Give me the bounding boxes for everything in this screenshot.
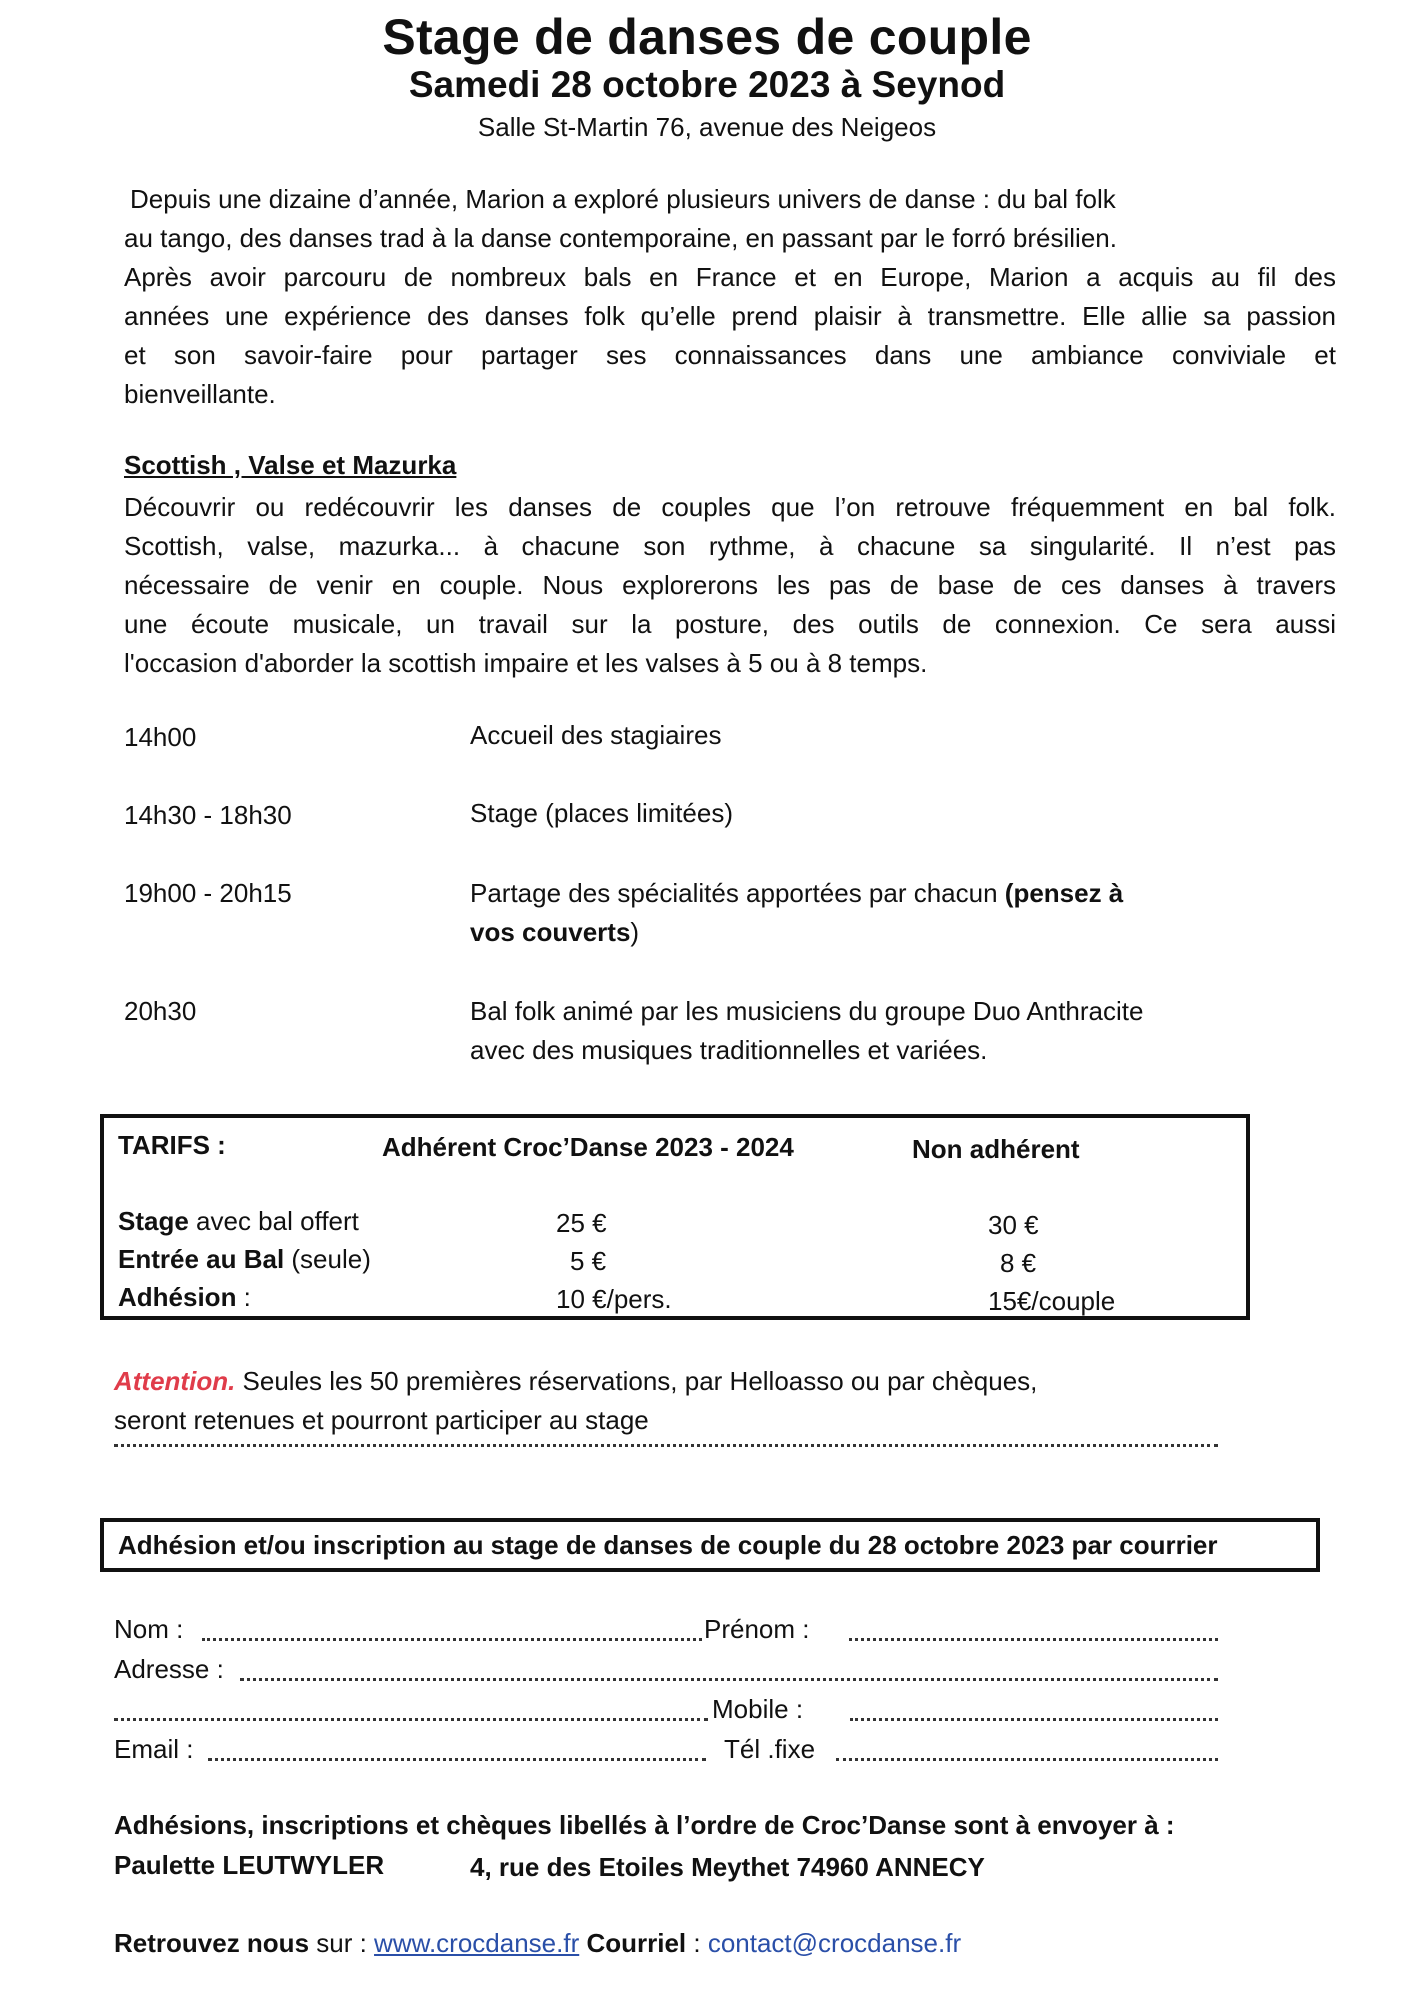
mail-label: Courriel <box>586 1928 687 1958</box>
form-row-address <box>114 1654 1218 1688</box>
find-us-label: Retrouvez nous <box>114 1928 310 1958</box>
tarifs-label: TARIFS : <box>118 1130 226 1160</box>
contact-name: Paulette LEUTWYLER <box>114 1850 385 1880</box>
email-field[interactable] <box>208 1758 706 1761</box>
tarifs-row-label-bold: Entrée au Bal <box>118 1244 285 1274</box>
section-line: nécessaire de venir en couple. Nous explorerons les pas de base de ces danses à travers <box>124 570 1336 600</box>
intro-line: au tango, des danses trad à la danse contemporaine, en passant par le forró brésilien. <box>124 223 1117 253</box>
intro-line: Après avoir parcouru de nombreux bals en France et en Europe, Marion a acquis au fil des <box>124 262 1336 292</box>
schedule-desc-bold: (pensez à <box>1004 878 1124 908</box>
tarifs-row-label-rest: (seule) <box>284 1244 371 1274</box>
attention-notice <box>114 1362 1264 1440</box>
section-line: l'occasion d'aborder la scottish impaire et les valses à 5 ou à 8 temps. <box>124 648 928 678</box>
schedule-desc: Accueil des stagiaires <box>470 720 722 750</box>
tarifs-non-member-price: 15€/couple <box>988 1286 1116 1316</box>
schedule-desc-text: ) <box>630 917 640 947</box>
schedule-desc: Stage (places limitées) <box>470 798 733 828</box>
nom-field[interactable] <box>202 1638 702 1641</box>
section-line: une écoute musicale, un travail sur la posture, des outils de connexion. Ce sera aussi <box>124 609 1336 639</box>
email-link[interactable]: contact@crocdanse.fr <box>707 1928 962 1958</box>
adresse-field-line2[interactable] <box>114 1718 708 1721</box>
tarifs-row-label <box>118 1282 251 1313</box>
event-venue: Salle St-Martin 76, avenue des Neigeos <box>477 112 937 142</box>
tel-label: Tél .fixe <box>724 1734 816 1764</box>
email-label: Email : <box>114 1734 194 1764</box>
event-date-place: Samedi 28 octobre 2023 à Seynod <box>408 64 1006 105</box>
section-paragraph <box>124 488 1336 683</box>
prenom-field[interactable] <box>849 1638 1218 1641</box>
schedule-time: 14h30 - 18h30 <box>124 800 292 830</box>
schedule-time: 20h30 <box>124 996 197 1026</box>
tel-field[interactable] <box>836 1758 1218 1761</box>
tarifs-row-label-bold: Adhésion <box>118 1282 237 1312</box>
intro-line: Depuis une dizaine d’année, Marion a exploré plusieurs univers de danse : du bal folk <box>130 184 1116 214</box>
schedule-desc-text: Partage des spécialités apportées par chacun <box>470 878 1005 908</box>
adresse-label: Adresse : <box>114 1654 224 1684</box>
inscription-title: Adhésion et/ou inscription au stage de danses de couple du 28 octobre 2023 par courrier <box>118 1530 1218 1560</box>
tarifs-non-member-price: 30 € <box>988 1210 1039 1240</box>
schedule-desc-text: avec des musiques traditionnelles et variées. <box>470 1035 988 1065</box>
contact-address: 4, rue des Etoiles Meythet 74960 ANNECY <box>470 1852 985 1882</box>
schedule-desc-text: Bal folk animé par les musiciens du groupe Duo Anthracite <box>470 996 1144 1026</box>
schedule-time: 14h00 <box>124 722 197 752</box>
inscription-header <box>100 1518 1320 1572</box>
tarifs-col-member: Adhérent Croc’Danse 2023 - 2024 <box>382 1132 794 1162</box>
form-row-email-tel <box>114 1734 1218 1768</box>
intro-line: années une expérience des danses folk qu’elle prend plaisir à transmettre. Elle allie sa passion <box>124 301 1336 331</box>
attention-text: Seules les 50 premières réservations, par Helloasso ou par chèques, <box>235 1366 1038 1396</box>
form-row-name <box>114 1614 1218 1648</box>
attention-text: seront retenues et pourront participer au stage <box>114 1405 649 1435</box>
mail-sep: : <box>686 1928 708 1958</box>
section-line: Scottish, valse, mazurka... à chacune son rythme, à chacune sa singularité. Il n’est pas <box>124 531 1336 561</box>
schedule-desc <box>470 874 1230 952</box>
separator-dotted-line <box>114 1444 1218 1447</box>
tarifs-non-member-price: 8 € <box>1000 1248 1037 1278</box>
tarifs-row-label-rest: avec bal offert <box>188 1206 359 1236</box>
page-title: Stage de danses de couple <box>382 9 1032 65</box>
intro-paragraph <box>124 180 1336 414</box>
attention-word: Attention. <box>114 1366 236 1396</box>
tarifs-row-label <box>118 1244 371 1275</box>
tarifs-row-label-rest: : <box>236 1282 251 1312</box>
schedule-time: 19h00 - 20h15 <box>124 878 292 908</box>
tarifs-table <box>100 1114 1250 1320</box>
adresse-field[interactable] <box>240 1678 1218 1681</box>
tarifs-row-label <box>118 1206 359 1237</box>
intro-line: et son savoir-faire pour partager ses connaissances dans une ambiance conviviale et <box>124 340 1336 370</box>
tarifs-member-price: 10 €/pers. <box>556 1284 672 1314</box>
tarifs-col-non-member: Non adhérent <box>912 1134 1080 1164</box>
website-link[interactable]: www.crocdanse.fr <box>374 1928 580 1958</box>
intro-line: bienveillante. <box>124 379 276 409</box>
nom-label: Nom : <box>114 1614 184 1644</box>
mobile-label: Mobile : <box>712 1694 804 1724</box>
footer-links <box>114 1928 961 1959</box>
section-title: Scottish , Valse et Mazurka <box>124 450 457 480</box>
tarifs-member-price: 5 € <box>570 1246 607 1276</box>
schedule-desc <box>470 992 1230 1070</box>
tarifs-member-price: 25 € <box>556 1208 607 1238</box>
schedule-desc-bold: vos couverts <box>470 917 631 947</box>
send-instructions: Adhésions, inscriptions et chèques libellés à l’ordre de Croc’Danse sont à envoyer à : <box>114 1810 1175 1840</box>
mobile-field[interactable] <box>850 1718 1218 1721</box>
form-row-address2-mobile <box>114 1694 1218 1728</box>
prenom-label: Prénom : <box>704 1614 810 1644</box>
section-line: Découvrir ou redécouvrir les danses de couples que l’on retrouve fréquemment en bal folk. <box>124 492 1336 522</box>
find-us-rest: sur : <box>309 1928 375 1958</box>
tarifs-row-label-bold: Stage <box>118 1206 189 1236</box>
